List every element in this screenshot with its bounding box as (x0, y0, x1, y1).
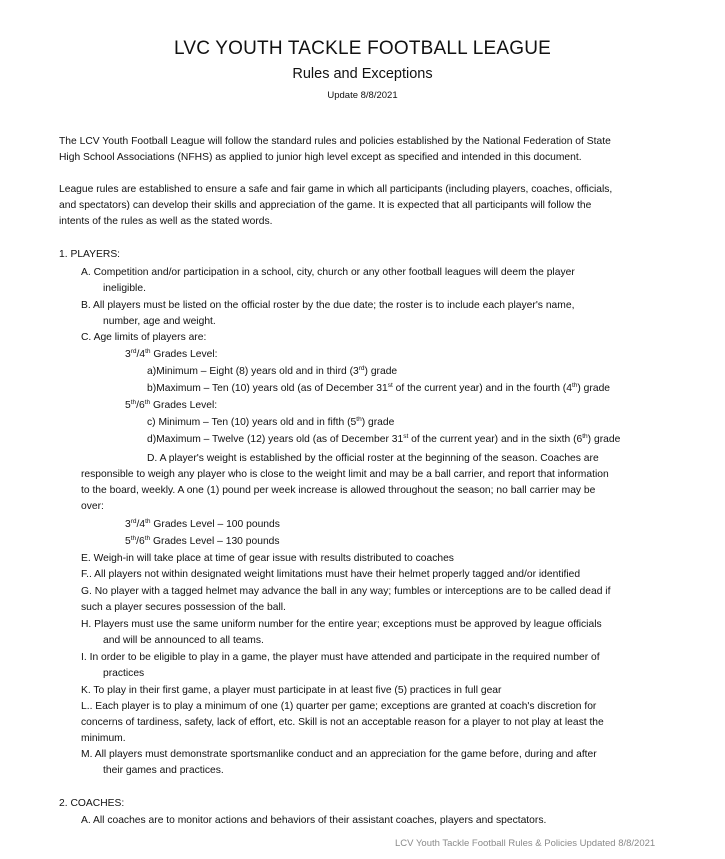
document-title: LVC YOUTH TACKLE FOOTBALL LEAGUE (173, 38, 551, 59)
weight-limit-3-4: 3rd/4th Grades Level – 100 pounds (125, 518, 280, 530)
rule-a: A. Competition and/or participation in a school, city, church or any other football leagues will deem the player (81, 267, 575, 278)
rule-b: B. All players must be listed on the official roster by the due date; the roster is to include each player's name, (81, 300, 575, 311)
rule-e: E. Weigh-in will take place at time of gear issue with results distributed to coaches (81, 553, 454, 564)
document-subtitle: Rules and Exceptions (292, 66, 433, 82)
grade-5-6-heading: 5th/6th Grades Level: (125, 399, 218, 411)
intro-paragraph-1-line: The LCV Youth Football League will follow the standard rules and policies established by the National Federation of State (59, 136, 611, 147)
rule-d-cont: over: (81, 501, 104, 512)
age-max-3-4: b)Maximum – Ten (10) years old (as of December 31st of the current year) and in the fourth (4th) grade (147, 382, 611, 394)
page-footer: LCV Youth Tackle Football Rules & Policies Updated 8/8/2021 (395, 838, 656, 849)
intro-paragraph-2-line: and spectators) can develop their skills and appreciation of the game. It is expected that all participants will follow the (59, 200, 592, 211)
intro-paragraph-1-line: High School Associations (NFHS) as applied to junior high level except as specified and intended in this document. (59, 152, 582, 163)
rule-c: C. Age limits of players are: (81, 332, 207, 343)
rule-l-cont: minimum. (81, 733, 126, 744)
intro-paragraph-2-line: intents of the rules as well as the stated words. (59, 216, 273, 227)
section-heading-players: 1. PLAYERS: (59, 249, 121, 260)
age-min-5-6: c) Minimum – Ten (10) years old and in fifth (5th) grade (147, 416, 395, 428)
rule-i: I. In order to be eligible to play in a game, the player must have attended and participate in the required number of (81, 652, 600, 663)
rule-h: H. Players must use the same uniform number for the entire year; exceptions must be approved by league officials (81, 619, 602, 630)
rule-f: F.. All players not within designated weight limitations must have their helmet properly tagged and/or identified (81, 569, 581, 580)
grade-3-4-heading: 3rd/4th Grades Level: (125, 348, 218, 360)
rule-a-cont: ineligible. (103, 283, 146, 294)
rule-d: D. A player's weight is established by the official roster at the beginning of the season. Coaches are (147, 453, 599, 464)
section-heading-coaches: 2. COACHES: (59, 798, 125, 809)
update-date: Update 8/8/2021 (327, 90, 398, 101)
weight-limit-5-6: 5th/6th Grades Level – 130 pounds (125, 535, 280, 547)
rule-d-cont: to the board, weekly. A one (1) pound per week increase is allowed throughout the season; no ball carrier may be (81, 485, 596, 496)
rule-d-cont: responsible to weigh any player who is close to the weight limit and may be a ball carrier, and report that information (81, 469, 609, 480)
rule-k: K. To play in their first game, a player must participate in at least five (5) practices in full gear (81, 685, 502, 696)
rule-i-cont: practices (103, 668, 145, 679)
rule-g: G. No player with a tagged helmet may advance the ball in any way; fumbles or interceptions are to be called dead if (81, 586, 611, 597)
age-min-3-4: a)Minimum – Eight (8) years old and in third (3rd) grade (147, 365, 398, 377)
intro-paragraph-2-line: League rules are established to ensure a safe and fair game in which all participants (including players, coaches, officials, (59, 184, 613, 195)
coach-rule-a: A. All coaches are to monitor actions and behaviors of their assistant coaches, players and spectators. (81, 815, 547, 826)
rule-l: L.. Each player is to play a minimum of one (1) quarter per game; exceptions are granted at coach's discretion for (81, 701, 597, 712)
rule-b-cont: number, age and weight. (103, 316, 216, 327)
age-max-5-6: d)Maximum – Twelve (12) years old (as of December 31st of the current year) and in the sixth (6th) grade (147, 433, 621, 445)
rule-m: M. All players must demonstrate sportsmanlike conduct and an appreciation for the game before, during and after (81, 749, 597, 760)
rule-h-cont: and will be announced to all teams. (103, 635, 264, 646)
rule-m-cont: their games and practices. (103, 765, 224, 776)
rule-l-cont: concerns of tardiness, safety, lack of effort, etc. Skill is not an acceptable reason for a player to not play at least the (81, 717, 604, 728)
rule-g-cont: such a player secures possession of the ball. (81, 602, 286, 613)
